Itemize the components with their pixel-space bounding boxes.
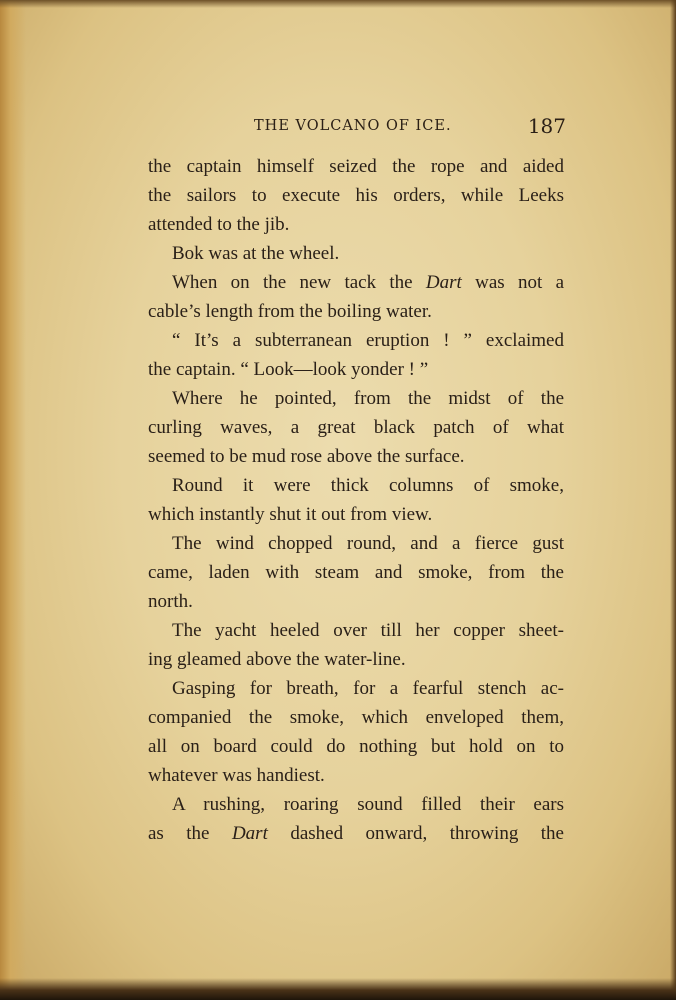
text-line: the captain. “ Look—look yonder ! ” bbox=[148, 359, 429, 380]
page-right-edge bbox=[670, 0, 676, 1000]
text-line: attended to the jib. bbox=[148, 214, 290, 235]
running-title: THE VOLCANO OF ICE. bbox=[254, 118, 452, 134]
text-line: north. bbox=[148, 591, 193, 612]
text-line: Where he pointed, from the midst of the bbox=[172, 388, 564, 409]
text-line: “ It’s a subterranean eruption ! ” exclaimed bbox=[172, 330, 564, 351]
text-line: The yacht heeled over till her copper sheet- bbox=[172, 620, 564, 641]
text-line: which instantly shut it out from view. bbox=[148, 504, 433, 525]
body-text bbox=[148, 152, 564, 848]
text-line: ing gleamed above the water-line. bbox=[148, 649, 406, 670]
text-line: all on board could do nothing but hold on to bbox=[148, 736, 564, 757]
page-number: 187 bbox=[527, 114, 566, 138]
text-line: whatever was handiest. bbox=[148, 765, 325, 786]
text-line: curling waves, a great black patch of what bbox=[148, 417, 564, 438]
text-line: the sailors to execute his orders, while Leeks bbox=[148, 185, 564, 206]
text-line: A rushing, roaring sound filled their ears bbox=[172, 794, 564, 815]
text-line: companied the smoke, which enveloped them, bbox=[148, 707, 564, 728]
text-line: cable’s length from the boiling water. bbox=[148, 301, 432, 322]
text-line: seemed to be mud rose above the surface. bbox=[148, 446, 465, 467]
text-line: Round it were thick columns of smoke, bbox=[172, 475, 564, 496]
text-line: The wind chopped round, and a fierce gust bbox=[172, 533, 564, 554]
text-line: the captain himself seized the rope and aided bbox=[148, 156, 564, 177]
text-line: When on the new tack the Dart was not a bbox=[172, 272, 564, 293]
ship-name: Dart bbox=[425, 272, 462, 293]
text-line: as the Dart dashed onward, throwing the bbox=[148, 823, 564, 844]
text-line: came, laden with steam and smoke, from the bbox=[148, 562, 564, 583]
running-head bbox=[148, 116, 566, 140]
text-line: Gasping for breath, for a fearful stench ac- bbox=[172, 678, 564, 699]
text-line: Bok was at the wheel. bbox=[172, 243, 340, 264]
page-top-edge bbox=[0, 0, 676, 8]
ship-name: Dart bbox=[231, 823, 268, 844]
